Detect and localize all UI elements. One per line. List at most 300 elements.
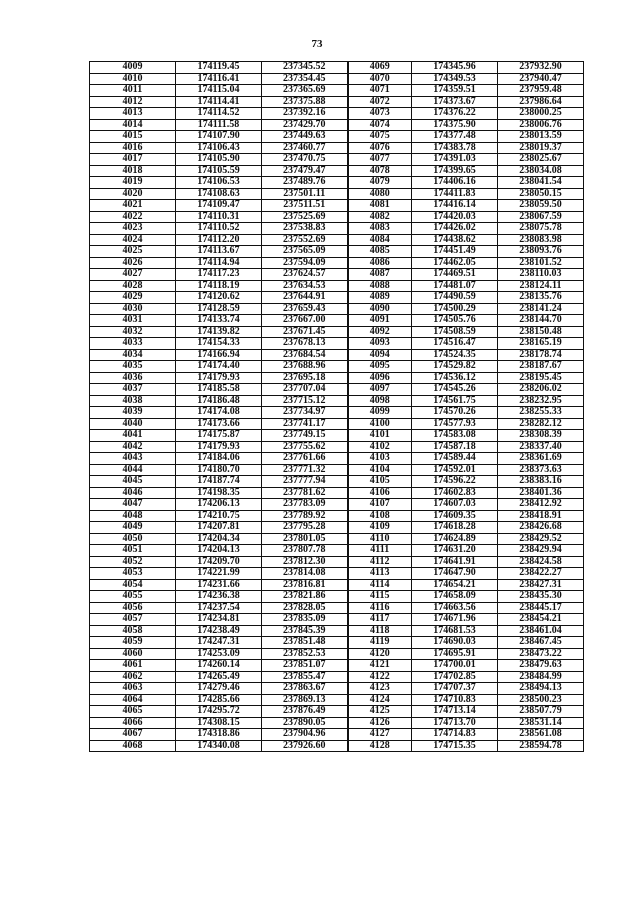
y-coordinate-right-cell: 238429.52 <box>498 533 584 545</box>
x-coordinate-left-cell: 174187.74 <box>176 476 262 488</box>
y-coordinate-left-cell: 237695.18 <box>262 372 348 384</box>
point-number-right-cell: 4113 <box>348 568 412 580</box>
x-coordinate-left-cell: 174204.13 <box>176 545 262 557</box>
table-row <box>90 729 584 741</box>
point-number-left-cell: 4023 <box>90 223 176 235</box>
y-coordinate-left-cell: 237781.62 <box>262 487 348 499</box>
x-coordinate-right-cell: 174411.83 <box>412 188 498 200</box>
y-coordinate-left-cell: 237812.30 <box>262 556 348 568</box>
x-coordinate-left-cell: 174279.46 <box>176 683 262 695</box>
point-number-left-cell: 4031 <box>90 315 176 327</box>
y-coordinate-right-cell: 238500.23 <box>498 694 584 706</box>
table-row <box>90 487 584 499</box>
y-coordinate-right-cell: 238165.19 <box>498 338 584 350</box>
x-coordinate-left-cell: 174110.52 <box>176 223 262 235</box>
x-coordinate-right-cell: 174658.09 <box>412 591 498 603</box>
x-coordinate-left-cell: 174166.94 <box>176 349 262 361</box>
y-coordinate-left-cell: 237816.81 <box>262 579 348 591</box>
table-row <box>90 269 584 281</box>
point-number-left-cell: 4061 <box>90 660 176 672</box>
point-number-left-cell: 4068 <box>90 740 176 752</box>
x-coordinate-left-cell: 174238.49 <box>176 625 262 637</box>
y-coordinate-right-cell: 238412.92 <box>498 499 584 511</box>
y-coordinate-right-cell: 238282.12 <box>498 418 584 430</box>
y-coordinate-left-cell: 237449.63 <box>262 131 348 143</box>
y-coordinate-left-cell: 237863.67 <box>262 683 348 695</box>
x-coordinate-right-cell: 174570.26 <box>412 407 498 419</box>
x-coordinate-left-cell: 174180.70 <box>176 464 262 476</box>
y-coordinate-right-cell: 238141.24 <box>498 303 584 315</box>
point-number-left-cell: 4013 <box>90 108 176 120</box>
table-row <box>90 326 584 338</box>
y-coordinate-right-cell: 237986.64 <box>498 96 584 108</box>
x-coordinate-right-cell: 174663.56 <box>412 602 498 614</box>
y-coordinate-right-cell: 238255.33 <box>498 407 584 419</box>
y-coordinate-left-cell: 237365.69 <box>262 85 348 97</box>
table-row <box>90 154 584 166</box>
page-number: 73 <box>311 38 323 50</box>
point-number-left-cell: 4044 <box>90 464 176 476</box>
y-coordinate-left-cell: 237795.28 <box>262 522 348 534</box>
y-coordinate-right-cell: 238361.69 <box>498 453 584 465</box>
table-row <box>90 591 584 603</box>
point-number-right-cell: 4127 <box>348 729 412 741</box>
x-coordinate-right-cell: 174589.44 <box>412 453 498 465</box>
point-number-right-cell: 4117 <box>348 614 412 626</box>
point-number-left-cell: 4043 <box>90 453 176 465</box>
point-number-right-cell: 4107 <box>348 499 412 511</box>
table-row <box>90 303 584 315</box>
x-coordinate-left-cell: 174221.99 <box>176 568 262 580</box>
x-coordinate-left-cell: 174106.53 <box>176 177 262 189</box>
x-coordinate-left-cell: 174185.58 <box>176 384 262 396</box>
x-coordinate-right-cell: 174607.03 <box>412 499 498 511</box>
table-row <box>90 522 584 534</box>
x-coordinate-left-cell: 174154.33 <box>176 338 262 350</box>
x-coordinate-right-cell: 174505.76 <box>412 315 498 327</box>
y-coordinate-left-cell: 237678.13 <box>262 338 348 350</box>
x-coordinate-left-cell: 174184.06 <box>176 453 262 465</box>
point-number-right-cell: 4124 <box>348 694 412 706</box>
coordinates-table-body <box>90 62 584 752</box>
x-coordinate-right-cell: 174545.26 <box>412 384 498 396</box>
x-coordinate-left-cell: 174204.34 <box>176 533 262 545</box>
point-number-right-cell: 4110 <box>348 533 412 545</box>
point-number-right-cell: 4094 <box>348 349 412 361</box>
x-coordinate-right-cell: 174602.83 <box>412 487 498 499</box>
x-coordinate-right-cell: 174399.65 <box>412 165 498 177</box>
table-row <box>90 85 584 97</box>
x-coordinate-right-cell: 174529.82 <box>412 361 498 373</box>
x-coordinate-right-cell: 174647.90 <box>412 568 498 580</box>
x-coordinate-left-cell: 174108.63 <box>176 188 262 200</box>
x-coordinate-left-cell: 174198.35 <box>176 487 262 499</box>
x-coordinate-right-cell: 174710.83 <box>412 694 498 706</box>
point-number-right-cell: 4070 <box>348 73 412 85</box>
table-row <box>90 545 584 557</box>
y-coordinate-right-cell: 238083.98 <box>498 234 584 246</box>
y-coordinate-right-cell: 238401.36 <box>498 487 584 499</box>
y-coordinate-right-cell: 238110.03 <box>498 269 584 281</box>
x-coordinate-right-cell: 174469.51 <box>412 269 498 281</box>
point-number-right-cell: 4092 <box>348 326 412 338</box>
table-row <box>90 453 584 465</box>
point-number-left-cell: 4049 <box>90 522 176 534</box>
table-row <box>90 464 584 476</box>
y-coordinate-left-cell: 237755.62 <box>262 441 348 453</box>
table-row <box>90 234 584 246</box>
point-number-left-cell: 4028 <box>90 280 176 292</box>
point-number-right-cell: 4098 <box>348 395 412 407</box>
y-coordinate-left-cell: 237565.09 <box>262 246 348 258</box>
x-coordinate-right-cell: 174596.22 <box>412 476 498 488</box>
y-coordinate-left-cell: 237644.91 <box>262 292 348 304</box>
x-coordinate-left-cell: 174207.81 <box>176 522 262 534</box>
x-coordinate-right-cell: 174681.53 <box>412 625 498 637</box>
coordinates-table <box>89 61 584 752</box>
point-number-left-cell: 4050 <box>90 533 176 545</box>
point-number-left-cell: 4040 <box>90 418 176 430</box>
x-coordinate-left-cell: 174179.93 <box>176 441 262 453</box>
x-coordinate-left-cell: 174340.08 <box>176 740 262 752</box>
y-coordinate-left-cell: 237684.54 <box>262 349 348 361</box>
point-number-left-cell: 4045 <box>90 476 176 488</box>
y-coordinate-right-cell: 238418.91 <box>498 510 584 522</box>
x-coordinate-right-cell: 174654.21 <box>412 579 498 591</box>
y-coordinate-right-cell: 238461.04 <box>498 625 584 637</box>
point-number-right-cell: 4083 <box>348 223 412 235</box>
point-number-left-cell: 4022 <box>90 211 176 223</box>
y-coordinate-right-cell: 238124.11 <box>498 280 584 292</box>
table-row <box>90 177 584 189</box>
table-row <box>90 257 584 269</box>
x-coordinate-right-cell: 174391.03 <box>412 154 498 166</box>
x-coordinate-right-cell: 174592.01 <box>412 464 498 476</box>
y-coordinate-right-cell: 238531.14 <box>498 717 584 729</box>
point-number-left-cell: 4064 <box>90 694 176 706</box>
y-coordinate-left-cell: 237460.77 <box>262 142 348 154</box>
y-coordinate-right-cell: 238373.63 <box>498 464 584 476</box>
y-coordinate-right-cell: 238445.17 <box>498 602 584 614</box>
point-number-left-cell: 4029 <box>90 292 176 304</box>
x-coordinate-left-cell: 174260.14 <box>176 660 262 672</box>
table-row <box>90 119 584 131</box>
point-number-left-cell: 4046 <box>90 487 176 499</box>
point-number-left-cell: 4063 <box>90 683 176 695</box>
table-row <box>90 533 584 545</box>
x-coordinate-right-cell: 174713.70 <box>412 717 498 729</box>
y-coordinate-right-cell: 238093.76 <box>498 246 584 258</box>
x-coordinate-left-cell: 174113.67 <box>176 246 262 258</box>
point-number-right-cell: 4069 <box>348 62 412 74</box>
table-row <box>90 246 584 258</box>
y-coordinate-right-cell: 238427.31 <box>498 579 584 591</box>
y-coordinate-right-cell: 238150.48 <box>498 326 584 338</box>
y-coordinate-left-cell: 237501.11 <box>262 188 348 200</box>
y-coordinate-left-cell: 237624.57 <box>262 269 348 281</box>
x-coordinate-left-cell: 174234.81 <box>176 614 262 626</box>
y-coordinate-right-cell: 238050.15 <box>498 188 584 200</box>
table-row <box>90 292 584 304</box>
x-coordinate-right-cell: 174695.91 <box>412 648 498 660</box>
x-coordinate-left-cell: 174105.90 <box>176 154 262 166</box>
table-row <box>90 188 584 200</box>
x-coordinate-left-cell: 174206.13 <box>176 499 262 511</box>
table-row <box>90 142 584 154</box>
y-coordinate-left-cell: 237429.70 <box>262 119 348 131</box>
y-coordinate-left-cell: 237511.51 <box>262 200 348 212</box>
point-number-left-cell: 4060 <box>90 648 176 660</box>
x-coordinate-right-cell: 174583.08 <box>412 430 498 442</box>
y-coordinate-right-cell: 238429.94 <box>498 545 584 557</box>
point-number-right-cell: 4084 <box>348 234 412 246</box>
x-coordinate-left-cell: 174210.75 <box>176 510 262 522</box>
x-coordinate-left-cell: 174209.70 <box>176 556 262 568</box>
point-number-left-cell: 4042 <box>90 441 176 453</box>
point-number-left-cell: 4055 <box>90 591 176 603</box>
point-number-right-cell: 4075 <box>348 131 412 143</box>
y-coordinate-right-cell: 238006.76 <box>498 119 584 131</box>
y-coordinate-right-cell: 238178.74 <box>498 349 584 361</box>
y-coordinate-right-cell: 238034.08 <box>498 165 584 177</box>
point-number-right-cell: 4095 <box>348 361 412 373</box>
x-coordinate-right-cell: 174707.37 <box>412 683 498 695</box>
y-coordinate-right-cell: 237932.90 <box>498 62 584 74</box>
y-coordinate-left-cell: 237777.94 <box>262 476 348 488</box>
y-coordinate-right-cell: 238479.63 <box>498 660 584 672</box>
x-coordinate-right-cell: 174420.03 <box>412 211 498 223</box>
point-number-right-cell: 4073 <box>348 108 412 120</box>
table-row <box>90 73 584 85</box>
x-coordinate-left-cell: 174128.59 <box>176 303 262 315</box>
point-number-right-cell: 4101 <box>348 430 412 442</box>
y-coordinate-right-cell: 238422.27 <box>498 568 584 580</box>
x-coordinate-right-cell: 174490.59 <box>412 292 498 304</box>
y-coordinate-left-cell: 237525.69 <box>262 211 348 223</box>
point-number-left-cell: 4062 <box>90 671 176 683</box>
x-coordinate-right-cell: 174715.35 <box>412 740 498 752</box>
point-number-right-cell: 4112 <box>348 556 412 568</box>
table-row <box>90 637 584 649</box>
x-coordinate-left-cell: 174133.74 <box>176 315 262 327</box>
point-number-right-cell: 4085 <box>348 246 412 258</box>
x-coordinate-right-cell: 174714.83 <box>412 729 498 741</box>
y-coordinate-right-cell: 238067.59 <box>498 211 584 223</box>
x-coordinate-left-cell: 174285.66 <box>176 694 262 706</box>
point-number-left-cell: 4034 <box>90 349 176 361</box>
table-row <box>90 568 584 580</box>
y-coordinate-left-cell: 237801.05 <box>262 533 348 545</box>
y-coordinate-right-cell: 238594.78 <box>498 740 584 752</box>
x-coordinate-right-cell: 174587.18 <box>412 441 498 453</box>
table-row <box>90 660 584 672</box>
point-number-right-cell: 4089 <box>348 292 412 304</box>
y-coordinate-left-cell: 237926.60 <box>262 740 348 752</box>
x-coordinate-right-cell: 174373.67 <box>412 96 498 108</box>
point-number-right-cell: 4079 <box>348 177 412 189</box>
y-coordinate-right-cell: 238232.95 <box>498 395 584 407</box>
point-number-left-cell: 4015 <box>90 131 176 143</box>
point-number-right-cell: 4109 <box>348 522 412 534</box>
y-coordinate-right-cell: 238337.40 <box>498 441 584 453</box>
point-number-left-cell: 4018 <box>90 165 176 177</box>
x-coordinate-left-cell: 174295.72 <box>176 706 262 718</box>
table-row <box>90 499 584 511</box>
y-coordinate-right-cell: 238507.79 <box>498 706 584 718</box>
point-number-left-cell: 4012 <box>90 96 176 108</box>
y-coordinate-left-cell: 237707.04 <box>262 384 348 396</box>
point-number-left-cell: 4016 <box>90 142 176 154</box>
y-coordinate-right-cell: 238424.58 <box>498 556 584 568</box>
y-coordinate-right-cell: 238383.16 <box>498 476 584 488</box>
point-number-left-cell: 4027 <box>90 269 176 281</box>
x-coordinate-left-cell: 174115.04 <box>176 85 262 97</box>
point-number-right-cell: 4119 <box>348 637 412 649</box>
y-coordinate-right-cell: 238494.13 <box>498 683 584 695</box>
point-number-right-cell: 4116 <box>348 602 412 614</box>
x-coordinate-left-cell: 174114.41 <box>176 96 262 108</box>
point-number-left-cell: 4054 <box>90 579 176 591</box>
point-number-right-cell: 4105 <box>348 476 412 488</box>
point-number-right-cell: 4072 <box>348 96 412 108</box>
table-row <box>90 418 584 430</box>
point-number-right-cell: 4106 <box>348 487 412 499</box>
point-number-right-cell: 4121 <box>348 660 412 672</box>
y-coordinate-right-cell: 238025.67 <box>498 154 584 166</box>
point-number-left-cell: 4053 <box>90 568 176 580</box>
point-number-left-cell: 4057 <box>90 614 176 626</box>
x-coordinate-left-cell: 174247.31 <box>176 637 262 649</box>
y-coordinate-left-cell: 237552.69 <box>262 234 348 246</box>
table-row <box>90 280 584 292</box>
table-row <box>90 131 584 143</box>
x-coordinate-left-cell: 174111.58 <box>176 119 262 131</box>
y-coordinate-left-cell: 237715.12 <box>262 395 348 407</box>
point-number-left-cell: 4033 <box>90 338 176 350</box>
point-number-right-cell: 4118 <box>348 625 412 637</box>
y-coordinate-left-cell: 237845.39 <box>262 625 348 637</box>
x-coordinate-right-cell: 174508.59 <box>412 326 498 338</box>
x-coordinate-left-cell: 174175.87 <box>176 430 262 442</box>
table-row <box>90 441 584 453</box>
y-coordinate-left-cell: 237855.47 <box>262 671 348 683</box>
x-coordinate-right-cell: 174438.62 <box>412 234 498 246</box>
x-coordinate-right-cell: 174416.14 <box>412 200 498 212</box>
x-coordinate-left-cell: 174114.94 <box>176 257 262 269</box>
point-number-left-cell: 4056 <box>90 602 176 614</box>
x-coordinate-left-cell: 174107.90 <box>176 131 262 143</box>
x-coordinate-left-cell: 174174.40 <box>176 361 262 373</box>
table-row <box>90 223 584 235</box>
x-coordinate-right-cell: 174345.96 <box>412 62 498 74</box>
table-row <box>90 211 584 223</box>
y-coordinate-left-cell: 237345.52 <box>262 62 348 74</box>
point-number-left-cell: 4019 <box>90 177 176 189</box>
y-coordinate-left-cell: 237470.75 <box>262 154 348 166</box>
point-number-right-cell: 4090 <box>348 303 412 315</box>
y-coordinate-left-cell: 237761.66 <box>262 453 348 465</box>
y-coordinate-left-cell: 237659.43 <box>262 303 348 315</box>
y-coordinate-right-cell: 238435.30 <box>498 591 584 603</box>
x-coordinate-left-cell: 174116.41 <box>176 73 262 85</box>
point-number-left-cell: 4014 <box>90 119 176 131</box>
point-number-left-cell: 4011 <box>90 85 176 97</box>
table-row <box>90 648 584 660</box>
y-coordinate-right-cell: 237959.48 <box>498 85 584 97</box>
x-coordinate-left-cell: 174173.66 <box>176 418 262 430</box>
x-coordinate-right-cell: 174516.47 <box>412 338 498 350</box>
y-coordinate-right-cell: 238187.67 <box>498 361 584 373</box>
table-row <box>90 200 584 212</box>
x-coordinate-left-cell: 174237.54 <box>176 602 262 614</box>
x-coordinate-right-cell: 174671.96 <box>412 614 498 626</box>
point-number-right-cell: 4114 <box>348 579 412 591</box>
x-coordinate-right-cell: 174377.48 <box>412 131 498 143</box>
point-number-right-cell: 4088 <box>348 280 412 292</box>
y-coordinate-left-cell: 237789.92 <box>262 510 348 522</box>
x-coordinate-right-cell: 174462.05 <box>412 257 498 269</box>
point-number-right-cell: 4071 <box>348 85 412 97</box>
point-number-left-cell: 4048 <box>90 510 176 522</box>
point-number-left-cell: 4025 <box>90 246 176 258</box>
table-row <box>90 361 584 373</box>
x-coordinate-left-cell: 174117.23 <box>176 269 262 281</box>
point-number-left-cell: 4020 <box>90 188 176 200</box>
point-number-right-cell: 4123 <box>348 683 412 695</box>
y-coordinate-right-cell: 238013.59 <box>498 131 584 143</box>
y-coordinate-left-cell: 237354.45 <box>262 73 348 85</box>
table-row <box>90 556 584 568</box>
x-coordinate-right-cell: 174713.14 <box>412 706 498 718</box>
point-number-right-cell: 4082 <box>348 211 412 223</box>
y-coordinate-left-cell: 237821.86 <box>262 591 348 603</box>
x-coordinate-right-cell: 174406.16 <box>412 177 498 189</box>
x-coordinate-left-cell: 174110.31 <box>176 211 262 223</box>
point-number-left-cell: 4058 <box>90 625 176 637</box>
y-coordinate-left-cell: 237851.48 <box>262 637 348 649</box>
point-number-right-cell: 4115 <box>348 591 412 603</box>
x-coordinate-right-cell: 174702.85 <box>412 671 498 683</box>
y-coordinate-right-cell: 238308.39 <box>498 430 584 442</box>
y-coordinate-right-cell: 238473.22 <box>498 648 584 660</box>
x-coordinate-left-cell: 174118.19 <box>176 280 262 292</box>
point-number-right-cell: 4080 <box>348 188 412 200</box>
point-number-left-cell: 4009 <box>90 62 176 74</box>
x-coordinate-left-cell: 174318.86 <box>176 729 262 741</box>
point-number-right-cell: 4102 <box>348 441 412 453</box>
point-number-right-cell: 4081 <box>348 200 412 212</box>
y-coordinate-right-cell: 238019.37 <box>498 142 584 154</box>
point-number-left-cell: 4038 <box>90 395 176 407</box>
point-number-left-cell: 4065 <box>90 706 176 718</box>
table-row <box>90 614 584 626</box>
point-number-right-cell: 4074 <box>348 119 412 131</box>
point-number-left-cell: 4052 <box>90 556 176 568</box>
x-coordinate-right-cell: 174631.20 <box>412 545 498 557</box>
point-number-right-cell: 4125 <box>348 706 412 718</box>
point-number-left-cell: 4024 <box>90 234 176 246</box>
point-number-right-cell: 4086 <box>348 257 412 269</box>
point-number-right-cell: 4078 <box>348 165 412 177</box>
x-coordinate-left-cell: 174120.62 <box>176 292 262 304</box>
x-coordinate-right-cell: 174536.12 <box>412 372 498 384</box>
point-number-left-cell: 4041 <box>90 430 176 442</box>
x-coordinate-right-cell: 174481.07 <box>412 280 498 292</box>
x-coordinate-left-cell: 174105.59 <box>176 165 262 177</box>
point-number-left-cell: 4017 <box>90 154 176 166</box>
y-coordinate-left-cell: 237688.96 <box>262 361 348 373</box>
x-coordinate-left-cell: 174308.15 <box>176 717 262 729</box>
